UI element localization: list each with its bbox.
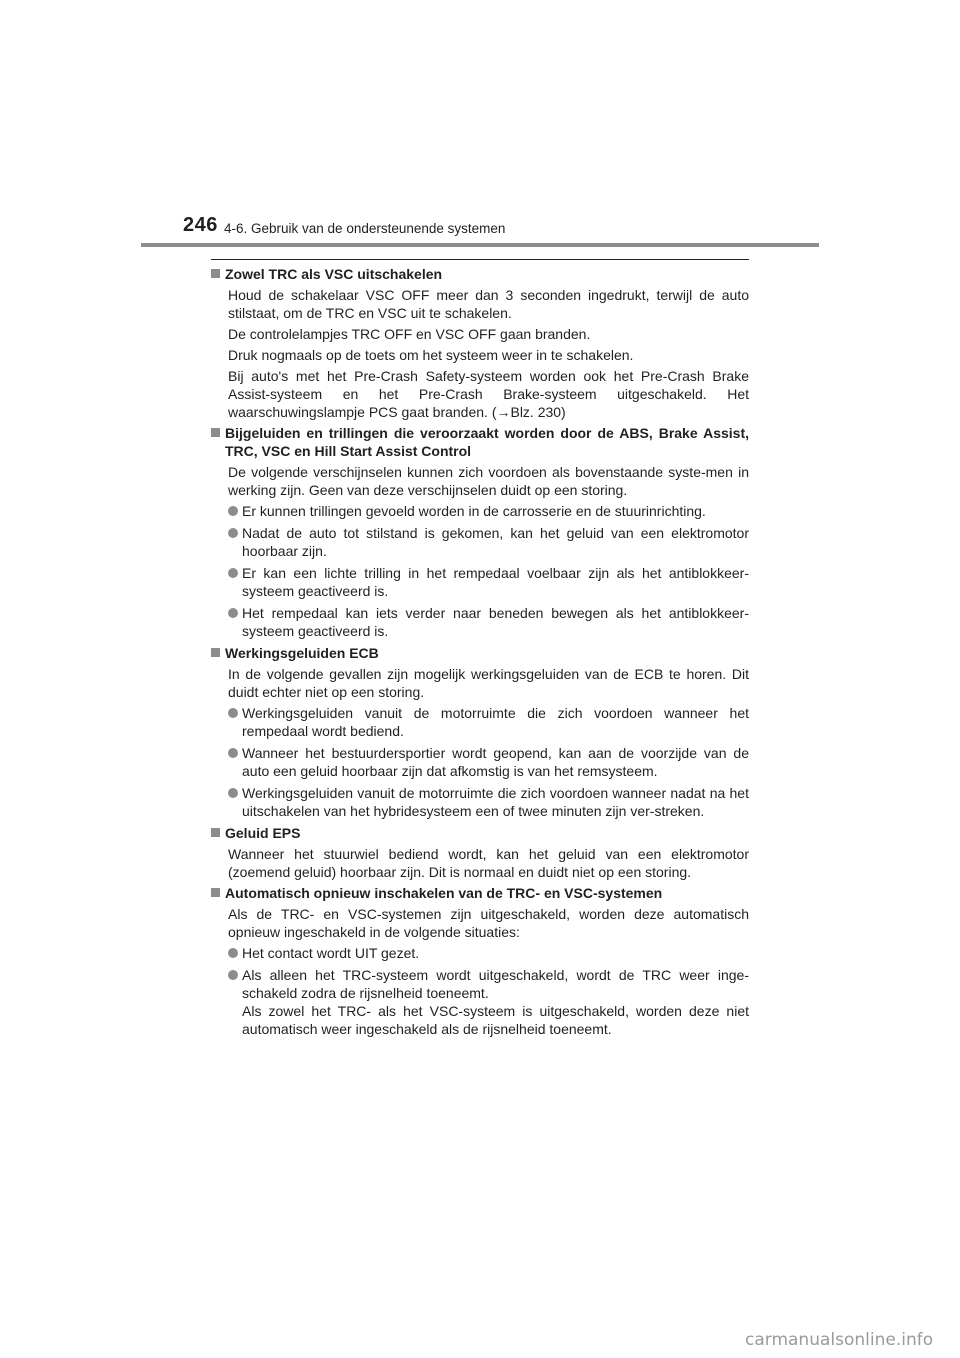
- watermark: carmanualsonline.info: [745, 1330, 934, 1350]
- square-bullet-icon: [211, 269, 220, 278]
- section-heading-text: Geluid EPS: [225, 825, 301, 841]
- list-item: [228, 564, 749, 600]
- section-heading-text: Werkingsgeluiden ECB: [225, 645, 379, 661]
- square-bullet-icon: [211, 888, 220, 897]
- list-item-text: Er kan een lichte trilling in het rempedaal voelbaar zijn als het antiblokkeer-systeem geactiveerd is.: [242, 565, 749, 599]
- paragraph: Bij auto's met het Pre-Crash Safety-systeem worden ook het Pre-Crash Brake Assist-systeem en het Pre-Crash Brake-systeem uitgeschakeld. Het waarschuwingslampje PCS gaat branden. (→Blz. 230): [228, 368, 749, 420]
- section-heading-text: Automatisch opnieuw inschakelen van de TRC- en VSC-systemen: [225, 885, 663, 901]
- section-noises-vibrations: [211, 424, 749, 640]
- square-bullet-icon: [211, 828, 220, 837]
- circle-bullet-icon: [228, 748, 238, 758]
- list-item: [228, 744, 749, 780]
- list-item-text: Wanneer het bestuurdersportier wordt geopend, kan aan de voorzijde van de auto een geluid hoorbaar zijn dat afkomstig is van het remsysteem.: [242, 745, 749, 779]
- circle-bullet-icon: [228, 708, 238, 718]
- square-bullet-icon: [211, 648, 220, 657]
- list-item: [228, 784, 749, 820]
- paragraph: De controlelampjes TRC OFF en VSC OFF gaan branden.: [228, 326, 591, 342]
- page-content: [211, 265, 749, 1042]
- list-item: [228, 966, 749, 1038]
- circle-bullet-icon: [228, 788, 238, 798]
- section-heading: [211, 265, 749, 283]
- square-bullet-icon: [211, 428, 220, 437]
- section-heading: [211, 824, 749, 842]
- section-heading: [211, 424, 749, 460]
- paragraph: Druk nogmaals op de toets om het systeem weer in te schakelen.: [228, 347, 634, 363]
- chapter-title: 4-6. Gebruik van de ondersteunende systemen: [224, 221, 506, 236]
- section-ecb-sounds: [211, 644, 749, 820]
- list-item-text: Het rempedaal kan iets verder naar beneden bewegen als het antiblokkeer-systeem geactiveerd is.: [242, 605, 749, 639]
- paragraph: In de volgende gevallen zijn mogelijk werkingsgeluiden van de ECB te horen. Dit duidt echter niet op een storing.: [228, 666, 749, 700]
- list-item: [228, 944, 749, 962]
- section-eps-sound: [211, 824, 749, 881]
- list-item-text: Het contact wordt UIT gezet.: [242, 945, 420, 961]
- circle-bullet-icon: [228, 970, 238, 980]
- section-auto-reactivation: [211, 884, 749, 1038]
- section-heading: [211, 884, 749, 902]
- list-item-text: Werkingsgeluiden vanuit de motorruimte die zich voordoen wanneer het rempedaal wordt bediend.: [242, 705, 749, 739]
- page-number: 246: [183, 214, 218, 236]
- circle-bullet-icon: [228, 506, 238, 516]
- circle-bullet-icon: [228, 608, 238, 618]
- paragraph: Als de TRC- en VSC-systemen zijn uitgeschakeld, worden deze automatisch opnieuw ingeschakeld in de volgende situaties:: [228, 906, 749, 940]
- section-heading: [211, 644, 749, 662]
- list-item-text: Als alleen het TRC-systeem wordt uitgeschakeld, wordt de TRC weer inge-schakeld zodra de rijsnelheid toeneemt. Als zowel het TRC- als het VSC-systeem is uitgeschakeld, worden deze niet automatisch weer ingeschakeld als de rijsnelheid toeneemt.: [242, 967, 749, 1037]
- list-item: [228, 502, 749, 520]
- list-item-text: Werkingsgeluiden vanuit de motorruimte die zich voordoen wanneer nadat na het uitschakelen van het hybridesysteem een of twee minuten zijn ver-streken.: [242, 785, 749, 819]
- paragraph: De volgende verschijnselen kunnen zich voordoen als bovenstaande syste-men in werking zijn. Geen van deze verschijnselen duidt op een storing.: [228, 464, 749, 498]
- list-item: [228, 704, 749, 740]
- circle-bullet-icon: [228, 568, 238, 578]
- list-item-text: Nadat de auto tot stilstand is gekomen, kan het geluid van een elektromotor hoorbaar zijn.: [242, 525, 749, 559]
- paragraph: Wanneer het stuurwiel bediend wordt, kan het geluid van een elektromotor (zoemend geluid) hoorbaar zijn. Dit is normaal en duidt niet op een storing.: [228, 846, 749, 880]
- content-rule: [211, 259, 749, 260]
- header-rule: [141, 243, 819, 247]
- list-item: [228, 604, 749, 640]
- paragraph: Houd de schakelaar VSC OFF meer dan 3 seconden ingedrukt, terwijl de auto stilstaat, om de TRC en VSC uit te schakelen.: [228, 287, 749, 321]
- circle-bullet-icon: [228, 528, 238, 538]
- section-heading-text: Zowel TRC als VSC uitschakelen: [225, 266, 443, 282]
- list-item: [228, 524, 749, 560]
- section-heading-text: Bijgeluiden en trillingen die veroorzaakt worden door de ABS, Brake Assist, TRC, VSC en Hill Start Assist Control: [225, 425, 749, 459]
- list-item-text: Er kunnen trillingen gevoeld worden in de carrosserie en de stuurinrichting.: [242, 503, 706, 519]
- section-trc-vsc-off: [211, 265, 749, 421]
- circle-bullet-icon: [228, 948, 238, 958]
